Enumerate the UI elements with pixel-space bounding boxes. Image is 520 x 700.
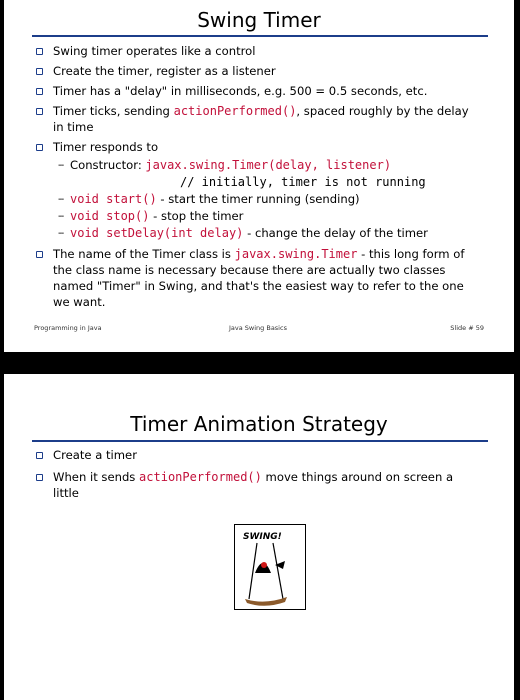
bullet-item: Swing timer operates like a control bbox=[34, 43, 482, 59]
sub-bullet-item: -- void setDelay(int delay) - change the delay of the timer bbox=[53, 225, 482, 242]
footer-left: Programming in Java bbox=[34, 324, 102, 332]
code-comment: // initially, timer is not running bbox=[180, 175, 426, 189]
code-text: javax.swing.Timer bbox=[234, 247, 358, 261]
code-text: void start() bbox=[70, 192, 157, 206]
code-text: void stop() bbox=[70, 209, 150, 223]
sub-bullet-list bbox=[53, 157, 482, 242]
footer-slide-number: Slide # 59 bbox=[450, 324, 484, 332]
bullet-item: Timer ticks, sending actionPerformed(), spaced roughly by the delay in time bbox=[34, 103, 482, 135]
sub-bullet-item: -- void start() - start the timer running (sending) bbox=[53, 191, 482, 208]
slide-title: Swing Timer bbox=[197, 8, 321, 32]
slide-swing-timer bbox=[4, 0, 514, 352]
bullet-item: Timer has a "delay" in milliseconds, e.g. 500 = 0.5 seconds, etc. bbox=[34, 83, 482, 99]
bullet-item: The name of the Timer class is javax.swing.Timer - this long form of the class name is necessary because there are actually two classes named "Timer" in Swing, and that's the easiest way to refer to the one we want. bbox=[34, 246, 482, 310]
bullet-list bbox=[34, 447, 474, 505]
code-text: actionPerformed() bbox=[173, 104, 297, 118]
code-text: actionPerformed() bbox=[139, 470, 262, 484]
bullet-item: Create a timer bbox=[34, 447, 474, 463]
swing-logo-image bbox=[234, 524, 306, 610]
bullet-item: Timer responds to -- Constructor: javax.swing.Timer(delay, listener) // initially, timer is not running -- void start() - start the timer running (sending) -- void stop() - stop the timer -- void setDelay(int delay) - change the delay of the timer bbox=[34, 139, 482, 242]
bullet-list bbox=[34, 43, 482, 314]
logo-text: SWING! bbox=[243, 532, 282, 542]
duke-swing-icon bbox=[235, 525, 305, 609]
slide-title: Timer Animation Strategy bbox=[130, 412, 388, 436]
code-text: void setDelay(int delay) bbox=[70, 226, 244, 240]
sub-bullet-item: -- void stop() - stop the timer bbox=[53, 208, 482, 225]
title-divider bbox=[32, 35, 488, 37]
footer-center: Java Swing Basics bbox=[229, 324, 287, 332]
title-divider bbox=[32, 440, 488, 442]
code-text: javax.swing.Timer(delay, listener) bbox=[145, 158, 392, 172]
sub-bullet-item: -- Constructor: javax.swing.Timer(delay, listener) // initially, timer is not running bbox=[53, 157, 482, 191]
bullet-item: When it sends actionPerformed() move things around on screen a little bbox=[34, 469, 474, 501]
slide-timer-animation bbox=[4, 374, 514, 700]
bullet-item: Create the timer, register as a listener bbox=[34, 63, 482, 79]
